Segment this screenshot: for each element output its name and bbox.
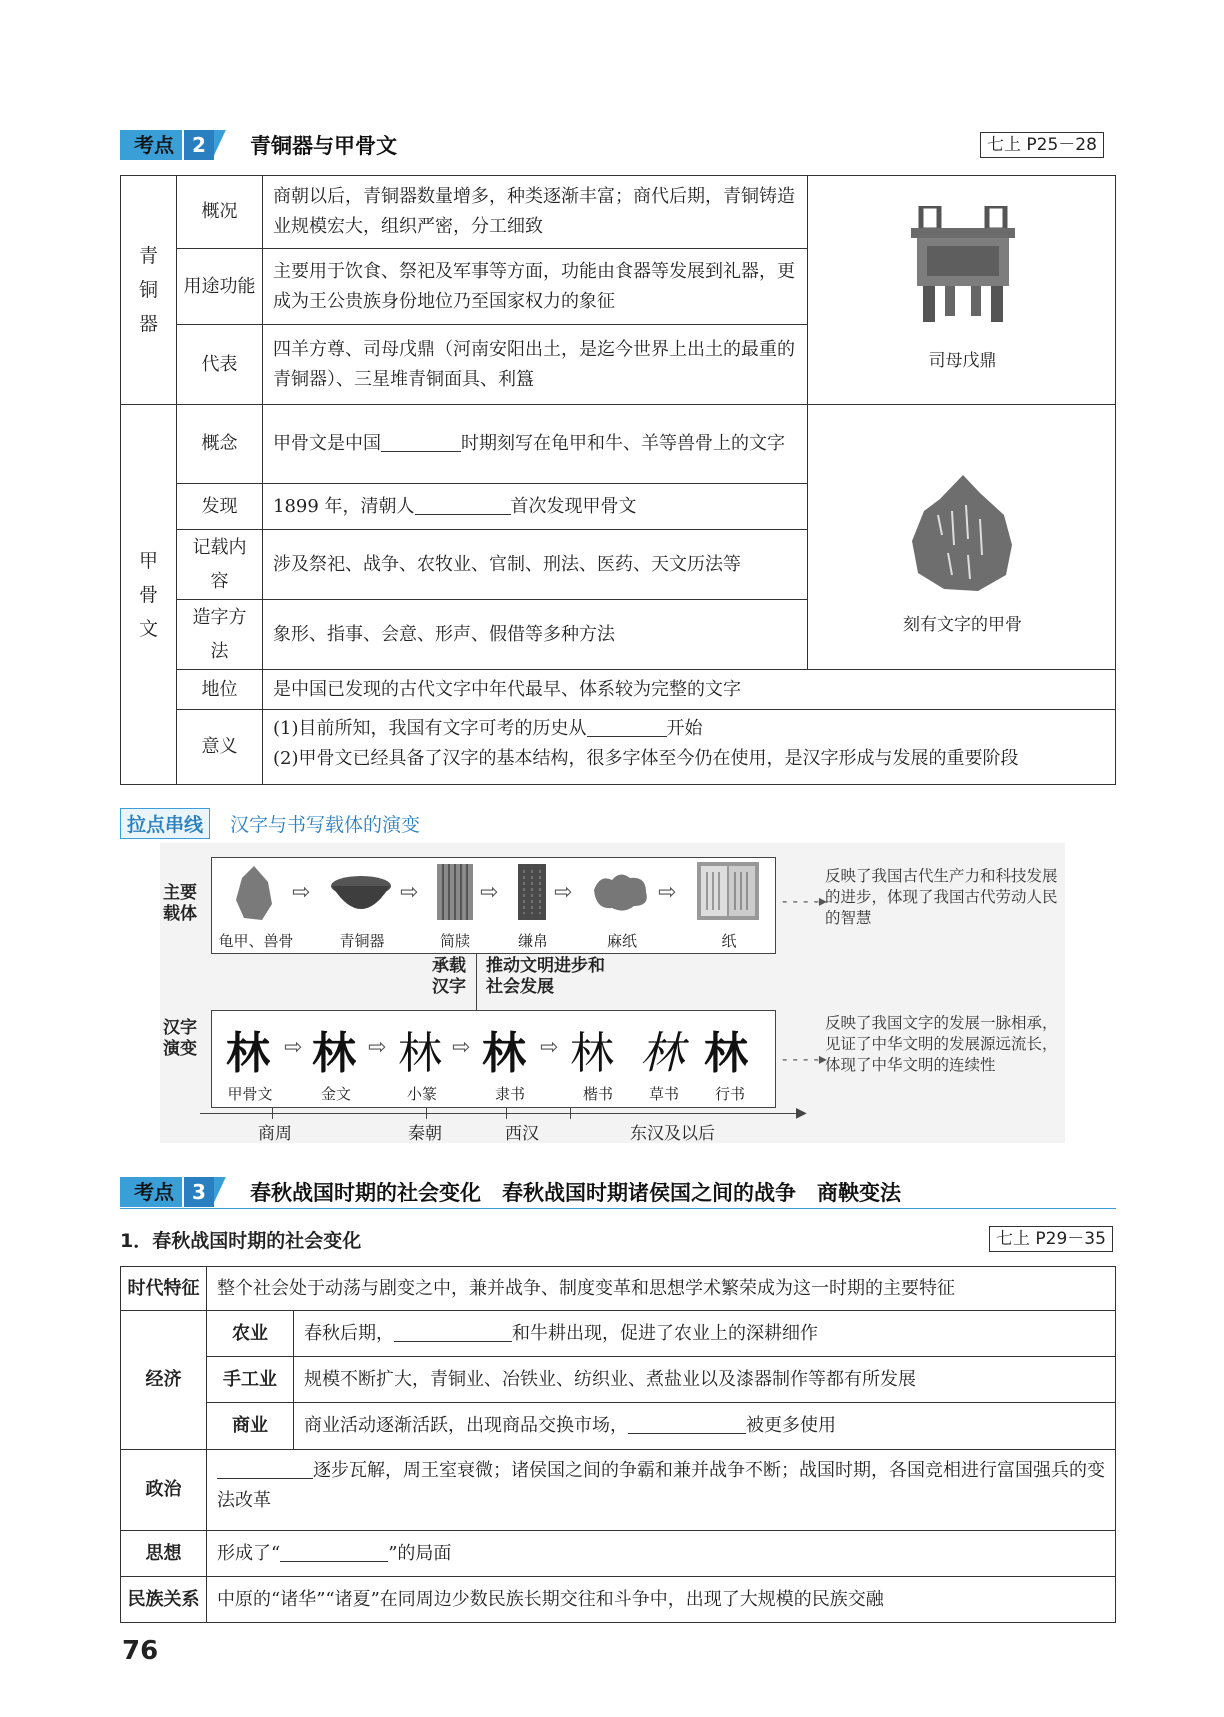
sub-row-label: 农业 <box>206 1310 294 1357</box>
cursive-script-glyph: 林 <box>640 1028 684 1079</box>
carrier-name: 简牍 <box>439 932 470 950</box>
arrow-icon: ⇨ <box>554 880 573 905</box>
paper-book-icon <box>697 862 759 920</box>
row-label: 概念 <box>176 404 263 484</box>
section-tag: 考点 <box>120 130 182 160</box>
row-label: 地位 <box>176 669 263 710</box>
row-label: 政治 <box>120 1449 207 1531</box>
sub-row-label: 商业 <box>206 1402 294 1450</box>
row-label: 造字方法 <box>176 599 263 670</box>
image-caption: 司母戊鼎 <box>928 351 997 371</box>
carrier-box <box>211 857 776 954</box>
regular-script-glyph: 林 <box>570 1028 614 1079</box>
page-number: 76 <box>122 1636 159 1666</box>
section-tag: 考点 <box>120 1177 182 1207</box>
seal-script-glyph: 林 <box>398 1028 442 1079</box>
timeline-label: 西汉 <box>505 1124 539 1144</box>
timeline-arrow-icon: ▶ <box>796 1105 807 1121</box>
carrier-note: 反映了我国古代生产力和科技发展的进步，体现了我国古代劳动人民的智慧 <box>825 867 1058 927</box>
script-name: 甲骨文 <box>227 1085 273 1103</box>
row-text: 甲骨文是中国 时期刻写在龟甲和牛、羊等兽骨上的文字 <box>262 404 808 484</box>
tag-decoration <box>214 130 226 160</box>
row-label: 记载内容 <box>176 529 263 600</box>
timeline-axis <box>200 1113 800 1114</box>
row-label: 代表 <box>176 324 263 405</box>
dashed-arrow-icon: - - - -▸ <box>782 1049 827 1068</box>
row-text: 逐步瓦解，周王室衰微；诸侯国之间的争霸和兼并战争不断；战国时期，各国竞相进行富国强兵的变法改革 <box>206 1449 1116 1531</box>
bronze-group-label: 青 铜 器 <box>120 175 177 405</box>
oracle-group-label: 甲 骨 文 <box>120 404 177 785</box>
row-label: 经济 <box>120 1310 207 1450</box>
clerical-script-glyph: 林 <box>482 1028 526 1079</box>
carrier-name: 麻纸 <box>606 932 637 950</box>
script-name: 草书 <box>648 1085 679 1103</box>
fill-blank[interactable] <box>280 1543 388 1562</box>
bronze-vessel-icon <box>330 872 392 916</box>
carrier-label: 主要载体 <box>163 883 197 924</box>
sub-row-label: 手工业 <box>206 1356 294 1403</box>
bronze-image-cell <box>807 175 1116 405</box>
header-rule <box>120 1208 1116 1209</box>
row-text: 春秋后期， 和牛耕出现，促进了农业上的深耕细作 <box>293 1310 1116 1357</box>
row-label: 时代特征 <box>120 1266 207 1311</box>
tag-decoration <box>214 1177 226 1207</box>
running-script-glyph: 林 <box>704 1028 748 1079</box>
arrow-icon: ⇨ <box>540 1035 559 1060</box>
subsection-title: 1．春秋战国时期的社会变化 <box>120 1230 362 1252</box>
row-text: 中原的“诸华”“诸夏”在同周边少数民族长期交往和斗争中，出现了大规模的民族交融 <box>206 1576 1116 1623</box>
row-text: 商朝以后，青铜器数量增多，种类逐渐丰富；商代后期，青铜铸造业规模宏大，组织严密，分工细致 <box>262 175 808 249</box>
timeline-label: 商周 <box>258 1124 292 1144</box>
arrow-icon: ⇨ <box>452 1035 471 1060</box>
section-title: 春秋战国时期的社会变化 春秋战国时期诸侯国之间的战争 商鞅变法 <box>250 1181 901 1205</box>
lazhuan-title: 汉字与书写载体的演变 <box>230 814 421 836</box>
arrow-icon: ⇨ <box>368 1035 387 1060</box>
ding-image <box>903 206 1023 326</box>
mid-label-right: 推动文明进步和社会发展 <box>486 956 605 997</box>
hemp-paper-icon <box>590 870 650 914</box>
fill-blank[interactable] <box>381 433 461 452</box>
row-text: 象形、指事、会意、形声、假借等多种方法 <box>262 599 808 670</box>
row-label: 发现 <box>176 483 263 530</box>
row-label: 民族关系 <box>120 1576 207 1623</box>
carrier-name: 纸 <box>721 932 737 950</box>
fill-blank[interactable] <box>217 1460 313 1479</box>
script-box <box>211 1010 776 1108</box>
row-label: 用途功能 <box>176 248 263 325</box>
oracle-image-cell <box>807 404 1116 670</box>
script-name: 楷书 <box>582 1085 613 1103</box>
row-label: 概况 <box>176 175 263 249</box>
section3-header <box>120 1177 901 1207</box>
silk-icon <box>518 864 546 920</box>
script-label: 汉字演变 <box>163 1018 197 1059</box>
row-label: 意义 <box>176 709 263 785</box>
timeline-label: 秦朝 <box>408 1124 442 1144</box>
script-name: 行书 <box>714 1085 745 1103</box>
arrow-icon: ⇨ <box>284 1035 303 1060</box>
script-name: 小篆 <box>406 1085 437 1103</box>
oracle-script-glyph: 林 <box>226 1028 264 1079</box>
carrier-name: 缣帛 <box>517 932 548 950</box>
lazhuan-header <box>120 808 420 839</box>
section-number: 3 <box>184 1177 214 1207</box>
fill-blank[interactable] <box>394 1323 512 1342</box>
textbook-page-ref: 七上 P29－35 <box>989 1226 1113 1252</box>
row-text: 是中国已发现的古代文字中年代最早、体系较为完整的文字 <box>262 669 1116 710</box>
fill-blank[interactable] <box>628 1415 746 1434</box>
row-text: 四羊方尊、司母戊鼎（河南安阳出土，是迄今世界上出土的最重的青铜器）、三星堆青铜面具、利簋 <box>262 324 808 405</box>
oracle-bone-image <box>908 475 1018 595</box>
fill-blank[interactable] <box>415 496 511 515</box>
script-name: 金文 <box>320 1085 351 1103</box>
row-text: 整个社会处于动荡与剧变之中，兼并战争、制度变革和思想学术繁荣成为这一时期的主要特征 <box>206 1266 1116 1311</box>
row-text: 形成了“ ”的局面 <box>206 1530 1116 1577</box>
arrow-icon: ⇨ <box>400 880 419 905</box>
arrow-icon: ⇨ <box>292 880 311 905</box>
image-caption: 刻有文字的甲骨 <box>903 615 1022 635</box>
bronze-script-glyph: 林 <box>312 1028 356 1079</box>
mid-label-left: 承载汉字 <box>432 956 466 997</box>
row-text: 商业活动逐渐活跃，出现商品交换市场， 被更多使用 <box>293 1402 1116 1450</box>
row-text: (1)目前所知，我国有文字可考的历史从 开始 (2)甲骨文已经具备了汉字的基本结构，很多字体至今仍在使用，是汉字形成与发展的重要阶段 <box>262 709 1116 785</box>
turtle-shell-icon <box>234 866 274 920</box>
carrier-name: 龟甲、兽骨 <box>218 932 294 950</box>
arrow-icon: ⇨ <box>480 880 499 905</box>
row-text: 1899 年，清朝人 首次发现甲骨文 <box>262 483 808 530</box>
row-text: 规模不断扩大，青铜业、冶铁业、纺织业、煮盐业以及漆器制作等都有所发展 <box>293 1356 1116 1403</box>
script-note: 反映了我国文字的发展一脉相承，见证了中华文明的发展源远流长，体现了中华文明的连续性 <box>825 1014 1058 1074</box>
timeline-label: 东汉及以后 <box>630 1124 715 1144</box>
fill-blank[interactable] <box>587 718 667 737</box>
section2-header <box>120 130 397 160</box>
row-text: 主要用于饮食、祭祀及军事等方面，功能由食器等发展到礼器，更成为王公贵族身份地位乃至国家权力的象征 <box>262 248 808 325</box>
dashed-arrow-icon: - - - -▸ <box>782 891 827 910</box>
carrier-name: 青铜器 <box>339 932 385 950</box>
arrow-icon: ⇨ <box>658 880 677 905</box>
section-number: 2 <box>184 130 214 160</box>
evolution-diagram <box>160 843 1065 1143</box>
textbook-page-ref: 七上 P25－28 <box>980 132 1104 158</box>
bamboo-slips-icon <box>437 864 473 920</box>
row-text: 涉及祭祀、战争、农牧业、官制、刑法、医药、天文历法等 <box>262 529 808 600</box>
row-label: 思想 <box>120 1530 207 1577</box>
section-title: 青铜器与甲骨文 <box>250 134 397 158</box>
script-name: 隶书 <box>494 1085 525 1103</box>
lazhuan-tag: 拉点串线 <box>120 808 210 839</box>
